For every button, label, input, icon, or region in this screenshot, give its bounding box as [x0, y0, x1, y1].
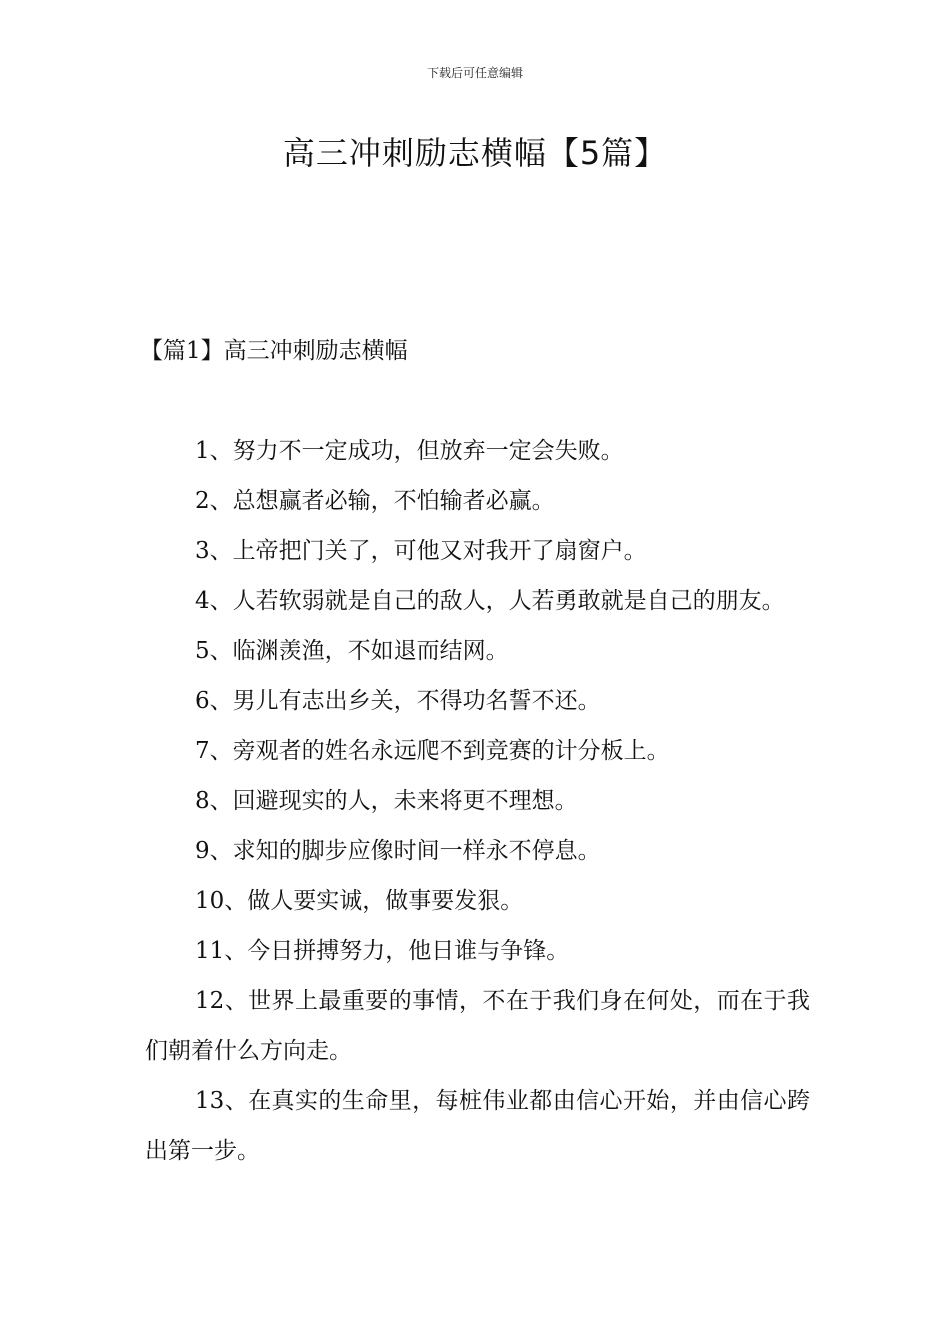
quote-item: 10、做人要实诚，做事要发狠。 — [195, 888, 524, 914]
quote-item: 11、今日拼搏努力，他日谁与争锋。 — [195, 938, 570, 964]
quote-item: 7、旁观者的姓名永远爬不到竞赛的计分板上。 — [195, 738, 670, 764]
header-note: 下载后可任意编辑 — [426, 66, 523, 80]
document-title: 高三冲刺励志横幅【5篇】 — [282, 134, 668, 172]
quote-item: 13、在真实的生命里，每桩伟业都由信心开始，并由信心跨出第一步。 — [145, 1088, 810, 1164]
section-heading: 【篇1】高三冲刺励志横幅 — [140, 338, 408, 364]
quote-list — [145, 426, 810, 1176]
quote-item: 12、世界上最重要的事情，不在于我们身在何处，而在于我们朝着什么方向走。 — [145, 988, 810, 1064]
quote-item: 9、求知的脚步应像时间一样永不停息。 — [195, 838, 601, 864]
quote-item: 5、临渊羡渔，不如退而结网。 — [195, 638, 509, 664]
quote-item: 8、回避现实的人，未来将更不理想。 — [195, 788, 578, 814]
quote-item: 1、努力不一定成功，但放弃一定会失败。 — [195, 438, 624, 464]
quote-item: 2、总想赢者必输，不怕输者必赢。 — [195, 488, 555, 514]
quote-item: 4、人若软弱就是自己的敌人，人若勇敢就是自己的朋友。 — [195, 588, 785, 614]
quote-item: 6、男儿有志出乡关，不得功名誓不还。 — [195, 688, 601, 714]
quote-item: 3、上帝把门关了，可他又对我开了扇窗户。 — [195, 538, 647, 564]
